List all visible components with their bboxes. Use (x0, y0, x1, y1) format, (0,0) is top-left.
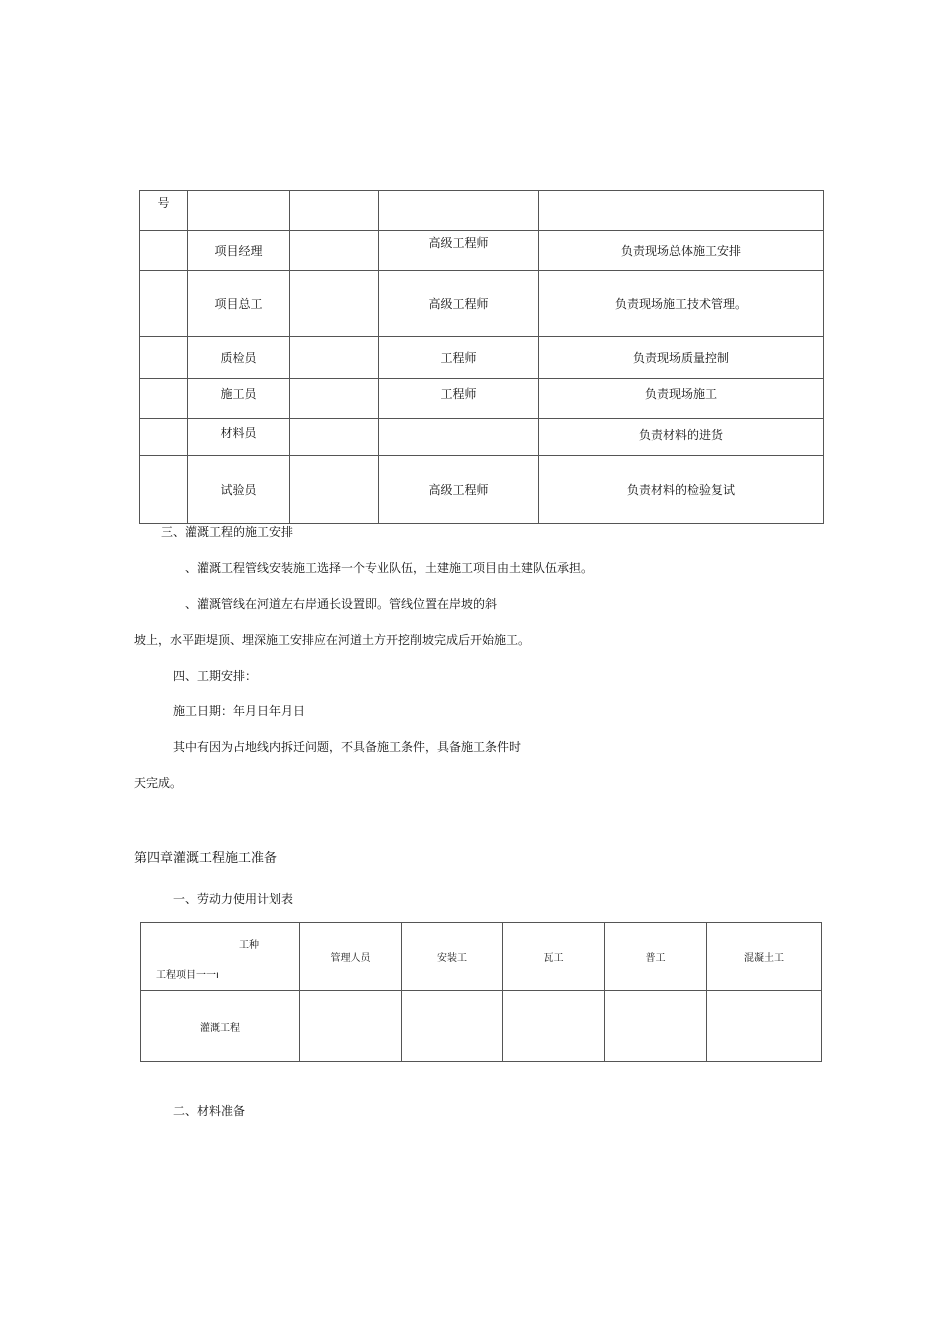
duty-cell: 负责材料的进货 (539, 419, 824, 456)
section3-paragraph-1: 、灌溉工程管线安装施工选择一个专业队伍，土建施工项目由土建队伍承担。 (185, 561, 594, 575)
column-header: 瓦工 (503, 923, 605, 991)
section3-paragraph-2-line-1: 、灌溉管线在河道左右岸通长设置即。管线位置在岸坡的斜 (185, 597, 498, 611)
table-row (141, 991, 822, 1062)
role-cell: 项目经理 (188, 231, 290, 271)
section3-heading: 三、灌溉工程的施工安排 (161, 525, 294, 539)
duty-cell: 负责现场施工技术管理。 (539, 271, 824, 337)
role-cell: 施工员 (188, 379, 290, 419)
table-row (140, 456, 824, 524)
role-cell: 质检员 (188, 337, 290, 379)
title-cell: 高级工程师 (379, 456, 539, 524)
diagonal-header-cell (141, 923, 300, 991)
materials-heading: 二、材料准备 (173, 1104, 246, 1118)
role-cell: 试验员 (188, 456, 290, 524)
title-cell: 高级工程师 (379, 231, 539, 271)
title-cell: 高级工程师 (379, 271, 539, 337)
staff-table (139, 190, 824, 524)
table-header-row (140, 191, 824, 231)
table-row (140, 379, 824, 419)
column-header: 普工 (605, 923, 707, 991)
column-header: 混凝土工 (707, 923, 822, 991)
column-header: 管理人员 (300, 923, 402, 991)
duty-cell: 负责材料的检验复试 (539, 456, 824, 524)
chapter-title: 第四章灌溉工程施工准备 (134, 851, 278, 866)
diagonal-header-bottom: 工程项目一一ı (156, 970, 219, 981)
project-cell: 灌溉工程 (141, 991, 300, 1062)
construction-date-line: 施工日期：年月日年月日 (173, 704, 306, 718)
labor-plan-table (140, 922, 822, 1062)
section4-heading: 四、工期安排： (173, 669, 258, 683)
duty-cell: 负责现场施工 (539, 379, 824, 419)
column-header: 安装工 (402, 923, 503, 991)
table-row (140, 419, 824, 456)
section3-paragraph-2-line-2: 坡上，水平距堤顶、埋深施工安排应在河道土方开挖削坡完成后开始施工。 (134, 633, 531, 647)
header-cell-no: 号 (140, 191, 188, 231)
diagonal-header-top: 工种 (239, 940, 259, 951)
table-row (140, 231, 824, 271)
section4-paragraph-line-2: 天完成。 (134, 776, 183, 790)
duty-cell: 负责现场质量控制 (539, 337, 824, 379)
role-cell: 项目总工 (188, 271, 290, 337)
duty-cell: 负责现场总体施工安排 (539, 231, 824, 271)
table-row (140, 337, 824, 379)
title-cell (379, 419, 539, 456)
table-row (140, 271, 824, 337)
labor-plan-heading: 一、劳动力使用计划表 (173, 892, 294, 906)
table-header-row (141, 923, 822, 991)
title-cell: 工程师 (379, 379, 539, 419)
section4-paragraph-line-1: 其中有因为占地线内拆迁问题，不具备施工条件，具备施工条件时 (173, 740, 522, 754)
role-cell: 材料员 (188, 419, 290, 456)
title-cell: 工程师 (379, 337, 539, 379)
